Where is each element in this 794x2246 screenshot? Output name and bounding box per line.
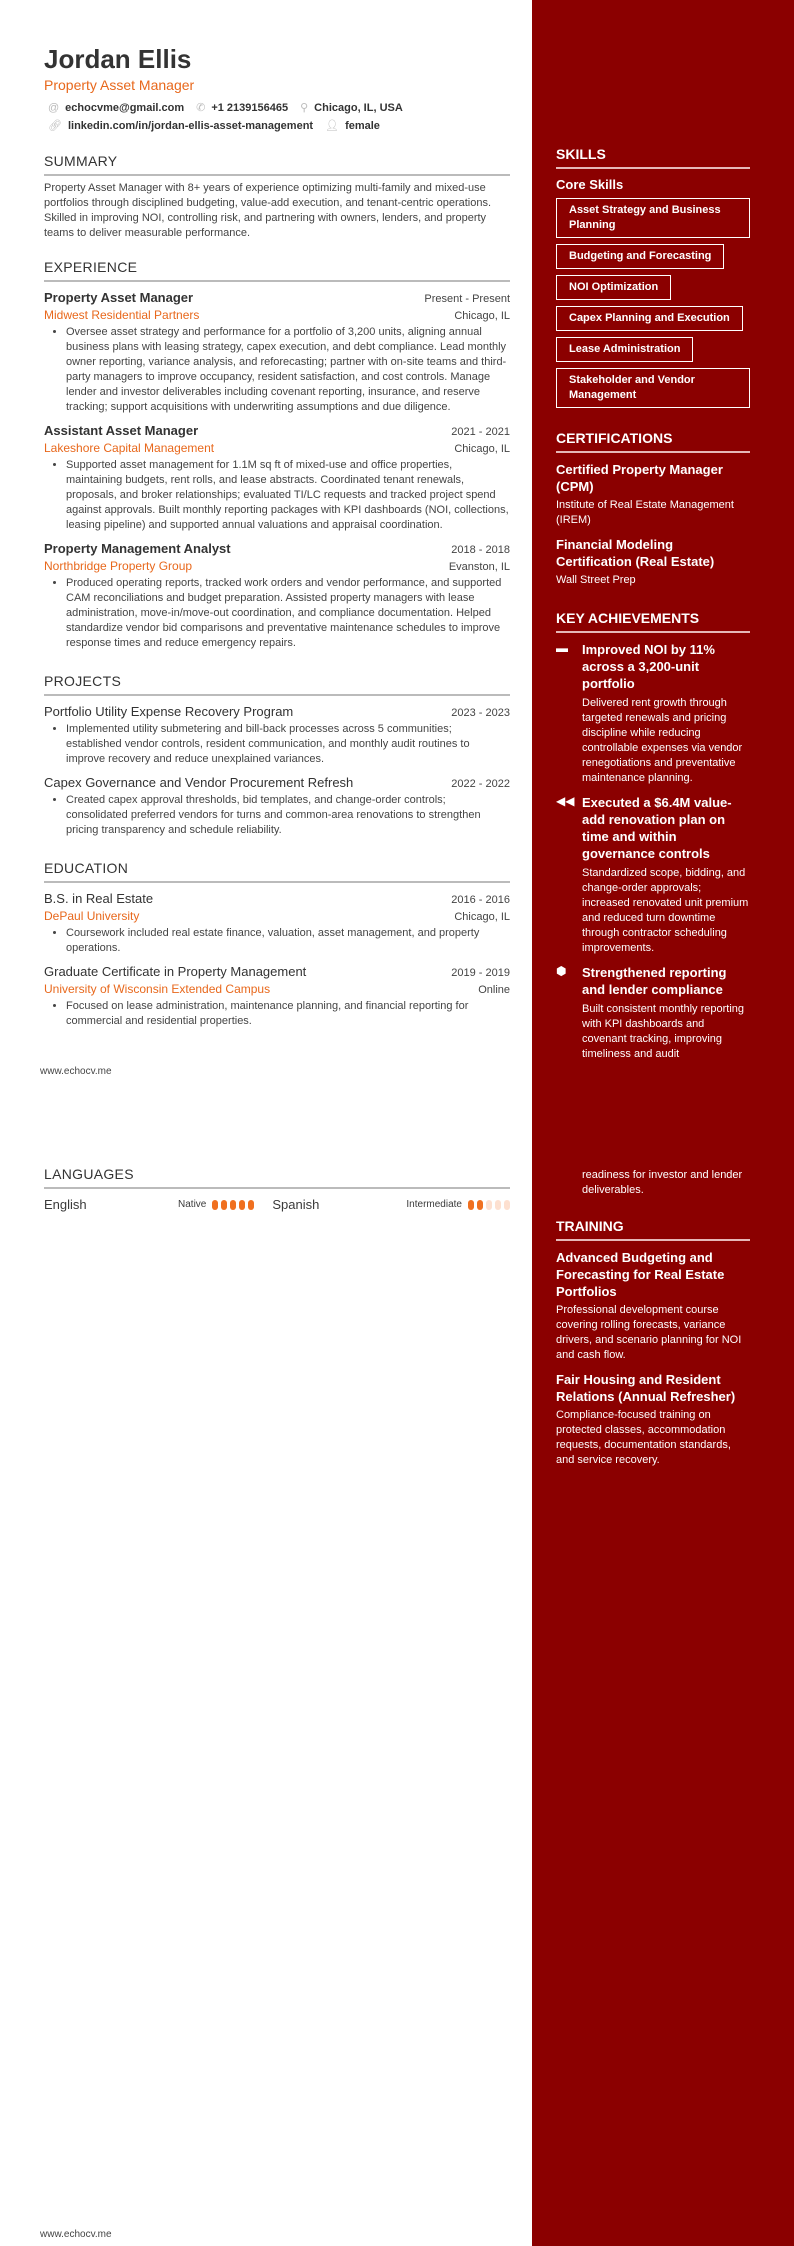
level-dot [486, 1200, 492, 1210]
skill-chip: Capex Planning and Execution [556, 306, 743, 331]
achievement-item [556, 964, 750, 1062]
phone: +1 2139156465 [211, 102, 289, 114]
candidate-role: Property Asset Manager [44, 77, 195, 93]
achievement-title: Executed a $6.4M value-add renovation plan on time and within governance controls [582, 795, 732, 861]
achievement-desc: Delivered rent growth through targeted renewals and pricing discipline while reducing controllable expenses via vendor renegotiations and preventative maintenance planning. [582, 697, 743, 784]
level-dot [248, 1200, 254, 1210]
project-dates: 2022 - 2022 [451, 778, 510, 790]
edu-bullet: • Focused on lease administration, maintenance planning, and financial reporting for commercial and residential properties. [66, 999, 510, 1029]
level-dot [230, 1200, 236, 1210]
skill-chip: NOI Optimization [556, 275, 671, 300]
link-icon: 🔗︎ [48, 120, 62, 132]
skills-group: Core Skills [556, 177, 624, 192]
skill-chip: Stakeholder and Vendor Management [556, 368, 750, 408]
edu-location: Chicago, IL [454, 911, 510, 923]
job-dates: 2018 - 2018 [451, 544, 510, 556]
edu-dates: 2016 - 2016 [451, 894, 510, 906]
achievement-desc: Built consistent monthly reporting with KPI dashboards and covenant tracking, improving timeliness and audit [582, 1003, 745, 1060]
email[interactable]: echocvme@gmail.com [65, 102, 185, 114]
experience-item [44, 533, 510, 651]
languages-heading: LANGUAGES [44, 1166, 510, 1189]
training-heading: TRAINING [556, 1218, 750, 1241]
achievement-item [556, 641, 750, 786]
project-bullet: • Implemented utility submetering and bill-back processes across 5 communities; established vendor controls, resident communication, and monthly audit routines to improve recovery and reduce unexplained variances. [66, 722, 510, 767]
achievement-item [556, 794, 750, 956]
skills-heading: SKILLS [556, 146, 750, 169]
level-dot [468, 1200, 474, 1210]
job-bullet: • Supported asset management for 1.1M sq ft of mixed-use and office properties, maintaining budgets, rent rolls, and lease abstracts. Coordinated tenant renewals, proposals, and broker relationships; evaluated TI/LC requests and tracked project spend against approvals. Built monthly reporting packages with KPI dashboards (NOI, collections, leasing pipeline) and supported annual valuations and appraisal coordination. [66, 458, 510, 533]
experience-item [44, 282, 510, 415]
cube-icon: ⬢ [556, 964, 567, 978]
job-dates: 2021 - 2021 [451, 426, 510, 438]
education-heading: EDUCATION [44, 860, 510, 883]
school: DePaul University [44, 909, 140, 923]
languages-section [44, 1148, 510, 1212]
main-column [44, 44, 510, 1029]
company: Lakeshore Capital Management [44, 441, 215, 455]
achievements-heading: KEY ACHIEVEMENTS [556, 610, 750, 633]
language-level: Intermediate [406, 1199, 462, 1210]
candidate-name: Jordan Ellis [44, 44, 192, 74]
training-desc: Professional development course covering rolling forecasts, variance drivers, and scenario planning for NOI and cash flow. [556, 1304, 742, 1361]
sidebar [556, 128, 750, 1062]
job-title: Property Management Analyst [44, 541, 231, 556]
credit-card-icon: ▬ [556, 641, 568, 655]
edu-bullet: • Coursework included real estate finance, valuation, asset management, and property operations. [66, 926, 510, 956]
experience-item [44, 415, 510, 533]
language-level-dots [212, 1200, 254, 1210]
location-icon: ⚲ [300, 102, 309, 114]
project-title: Portfolio Utility Expense Recovery Program [44, 704, 294, 719]
cert-title: Certified Property Manager (CPM) [556, 462, 723, 494]
language-name: Spanish [272, 1197, 320, 1212]
linkedin[interactable]: linkedin.com/in/jordan-ellis-asset-management [67, 120, 314, 132]
projects-heading: PROJECTS [44, 673, 510, 696]
skill-chip: Asset Strategy and Business Planning [556, 198, 750, 238]
person-icon: 👤︎ [325, 120, 340, 132]
job-dates: Present - Present [424, 293, 510, 305]
achievement-desc-continued: readiness for investor and lender deliverables. [582, 1169, 743, 1196]
job-title: Property Asset Manager [44, 290, 194, 305]
at-icon: @ [48, 102, 60, 114]
language-name: English [44, 1197, 87, 1212]
project-item [44, 696, 510, 767]
edu-location: Online [478, 984, 510, 996]
contact-info [44, 99, 510, 135]
level-dot [212, 1200, 218, 1210]
level-dot [495, 1200, 501, 1210]
job-bullet: • Produced operating reports, tracked work orders and vendor performance, and supported CAM reconciliations and budget preparation. Assisted property managers with lease administration, move-in/move-out coordination, and compliance documentation. Helped standardize vendor bid comparisons and preventative maintenance schedules to improve response times and reduce emergency repairs. [66, 576, 510, 651]
level-dot [504, 1200, 510, 1210]
level-dot [221, 1200, 227, 1210]
job-bullet: • Oversee asset strategy and performance for a portfolio of 3,200 units, aligning annual business plans with leasing strategy, capex execution, and debt compliance. Lead monthly owner reporting, variance analysis, and reforecasting; partner with on-site teams and third-party managers to improve occupancy, resident satisfaction, and cost controls. Manage lender and investor deliverables including covenant reporting, insurance, and reserve tracking; support acquisitions with underwriting assumptions and due diligence. [66, 325, 510, 415]
language-level-dots [468, 1200, 510, 1210]
project-bullet: • Created capex approval thresholds, bid templates, and change-order controls; consolidated preferred vendors for turns and common-area renovations to strengthen pricing transparency and schedule reliability. [66, 793, 510, 838]
skill-chip: Budgeting and Forecasting [556, 244, 724, 269]
training-desc: Compliance-focused training on protected classes, accommodation requests, documentation standards, and service recovery. [556, 1409, 731, 1466]
company: Midwest Residential Partners [44, 308, 200, 322]
level-dot [239, 1200, 245, 1210]
school: University of Wisconsin Extended Campus [44, 982, 271, 996]
language-level: Native [178, 1199, 207, 1210]
location: Chicago, IL, USA [314, 102, 403, 114]
experience-heading: EXPERIENCE [44, 259, 510, 282]
job-location: Evanston, IL [448, 561, 510, 573]
phone-icon: ✆ [196, 102, 206, 114]
footer-link[interactable]: www.echocv.me [40, 2229, 112, 2240]
education-item [44, 956, 510, 1029]
degree: B.S. in Real Estate [44, 891, 154, 906]
achievement-title: Improved NOI by 11% across a 3,200-unit portfolio [582, 642, 715, 691]
job-title: Assistant Asset Manager [44, 423, 199, 438]
achievement-title: Strengthened reporting and lender compliance [582, 965, 727, 997]
summary-text: Property Asset Manager with 8+ years of experience optimizing multi-family and mixed-use portfolios through disciplined budgeting, value-add execution, and tenant-centric operations. Skilled in improving NOI, controlling risk, and partnering with owners, lenders, and property teams to deliver measurable performance. [44, 182, 492, 239]
cert-issuer: Wall Street Prep [556, 574, 636, 586]
education-item [44, 883, 510, 956]
sidebar-page2 [556, 1165, 750, 1468]
training-title: Advanced Budgeting and Forecasting for Real Estate Portfolios [556, 1250, 725, 1299]
achievement-desc: Standardized scope, bidding, and change-order approvals; increased renovated unit premium and reduced turn downtime through contractor scheduling improvements. [582, 867, 749, 954]
degree: Graduate Certificate in Property Management [44, 964, 307, 979]
edu-dates: 2019 - 2019 [451, 967, 510, 979]
project-item [44, 767, 510, 838]
skill-chip: Lease Administration [556, 337, 693, 362]
summary-heading: SUMMARY [44, 153, 510, 176]
project-title: Capex Governance and Vendor Procurement Refresh [44, 775, 354, 790]
company: Northbridge Property Group [44, 559, 193, 573]
training-title: Fair Housing and Resident Relations (Annual Refresher) [556, 1372, 736, 1404]
cert-issuer: Institute of Real Estate Management (IREM) [556, 499, 734, 526]
rewind-icon: ◀◀ [556, 794, 575, 808]
gender: female [345, 120, 380, 132]
cert-title: Financial Modeling Certification (Real Estate) [556, 537, 715, 569]
footer-link[interactable]: www.echocv.me [40, 1066, 112, 1077]
level-dot [477, 1200, 483, 1210]
project-dates: 2023 - 2023 [451, 707, 510, 719]
certifications-heading: CERTIFICATIONS [556, 430, 750, 453]
job-location: Chicago, IL [454, 443, 510, 455]
job-location: Chicago, IL [454, 310, 510, 322]
